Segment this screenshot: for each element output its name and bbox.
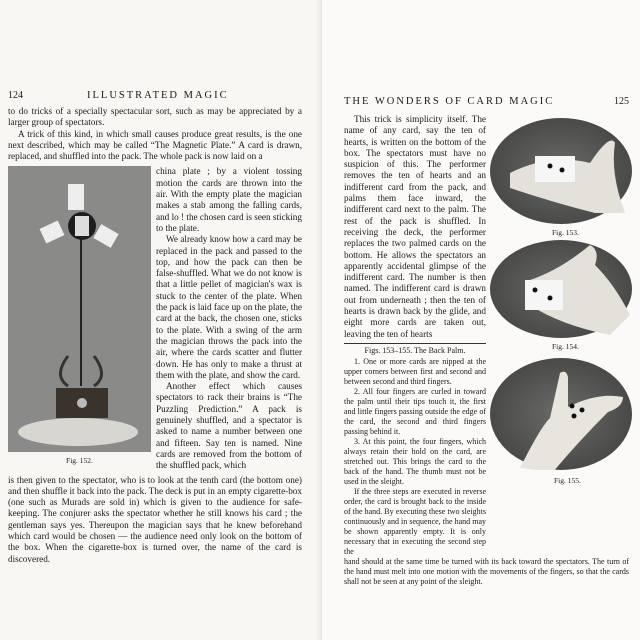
intro-text: [8, 106, 302, 162]
steps-tail: [344, 557, 629, 587]
figure-caption: Fig. 155.: [554, 476, 581, 485]
paragraph: This trick is simplicity itself. The name of any card, say the ten of hearts, is written on the bottom of the box. The spectators must have no suspicion of this. The performer removes the ten of hearts and an indifferent card from the pack, and palms them face inward, the indifferent card next to the palm. The rest of the pack is shuffled. In receiving the deck, the performer replaces the two palmed cards on the bottom. He allows the spectators an apparently accidental glimpse of the indifferent card. The number is then named. The indifferent card is drawn out from underneath ; then the ten of hearts is drawn back by the glide, and eight more cards are taken out, leaving the ten of hearts: [344, 114, 486, 339]
running-head: THE WONDERS OF CARD MAGIC: [344, 96, 555, 107]
right-page: [322, 0, 640, 640]
running-head: ILLUSTRATED MAGIC: [87, 90, 229, 101]
paragraph: Another effect which causes spectators to rack their brains is “The Puzzling Prediction.” A pack is genuinely shuffled, and a spectator is asked to name a number between one and fifteen. Say ten is named. Nine cards are removed from the bottom of the shuffled pack, which: [156, 381, 302, 471]
page-header: [8, 90, 302, 106]
plate-stand-illustration: [8, 166, 151, 452]
figures-title: Figs. 153–155. The Back Palm.: [364, 345, 466, 355]
step-item: 3. At this point, the four fingers, which always retain their hold on the card, are stretched out. This brings the card to the back of the hand. The thumb must not be used in the sleight.: [344, 436, 486, 486]
figure-152: [8, 166, 151, 465]
paragraph: to do tricks of a specially spectacular sort, such as may be appreciated by a larger group of spectators.: [8, 106, 302, 128]
figure-caption: Fig. 153.: [552, 228, 579, 237]
step-item: If the three steps are executed in reverse order, the card is brought back to the inside of the hand. By executing these two sleights continuously and in sequence, the hand may be shown apparently empty. It is only necessary that in executing the second step the: [344, 486, 486, 556]
bottom-text: [8, 475, 302, 565]
fig-153-photo: [490, 118, 632, 224]
back-of-hand-illustration: [490, 358, 632, 470]
steps-list: [344, 357, 486, 557]
page-number: 124: [8, 90, 23, 101]
page-number: 125: [614, 96, 629, 107]
magnetic-plate-photo: [8, 166, 151, 452]
paragraph: is then given to the spectator, who is to look at the tenth card (the bottom one) and then shuffle it back into the pack. The deck is put in an empty cigarette-box (one such as Murads are sold in) which is given to the audience for safe-keeping. The conjurer asks the spectator whether he still knows his card ; the gentleman says yes. Thereupon the magician says that he knew beforehand which card would be chosen — the audience need only look on the bottom of the box. When the cigarette-box is turned over, the name of the card is discovered.: [8, 474, 302, 564]
figure-caption: Fig. 152.: [66, 456, 93, 466]
left-page-content: [8, 90, 302, 565]
hand-with-card-illustration: [490, 118, 632, 224]
paragraph: A trick of this kind, in which small causes produce great results, is the one next described, which may be called “The Magnetic Plate.” A card is drawn, replaced, and shuffled into the pack. The whole pack is now laid on a: [8, 128, 302, 162]
paragraph: hand should at the same time be turned with its back toward the spectators. The turn of the hand must melt into one motion with the movements of the fingers, so that the cards shall not be seen at any point of the sleight.: [344, 556, 629, 586]
figure-and-column: [8, 166, 302, 471]
step-item: 1. One or more cards are nipped at the upper corners between first and second and between second and third fingers.: [344, 356, 486, 386]
fig-154-photo: [490, 240, 632, 338]
text-column: [344, 114, 486, 557]
paragraph: china plate ; by a violent tossing motion the cards are thrown into the air. With the empty plate the magician makes a stab among the falling cards, and lo ! the chosen card is seen sticking to the plate.: [156, 166, 302, 233]
fig-155-photo: [490, 358, 632, 470]
divider: [344, 343, 486, 344]
column-text: [344, 114, 486, 340]
paragraph: We already know how a card may be replaced in the pack and passed to the top, and how the pack can then be false-shuffled. What we do not know is that a little pellet of magician's wax is stuck to the center of the plate. When the pack is laid face up on the plate, the card at the back, the chosen one, sticks to the plate. With a swing of the arm the magician throws the pack into the air, where the cards scatter and flutter down. He has only to make a thrust at them with the plate, and show the card.: [156, 234, 302, 380]
column-text: [156, 166, 302, 471]
figure-caption: Fig. 154.: [552, 342, 579, 351]
step-item: 2. All four fingers are curled in toward the palm until their tips touch it, the first and little fingers passing outside the edge of the card, the second and third fingers passing behind it.: [344, 386, 486, 436]
hand-with-card-illustration: [490, 240, 632, 338]
